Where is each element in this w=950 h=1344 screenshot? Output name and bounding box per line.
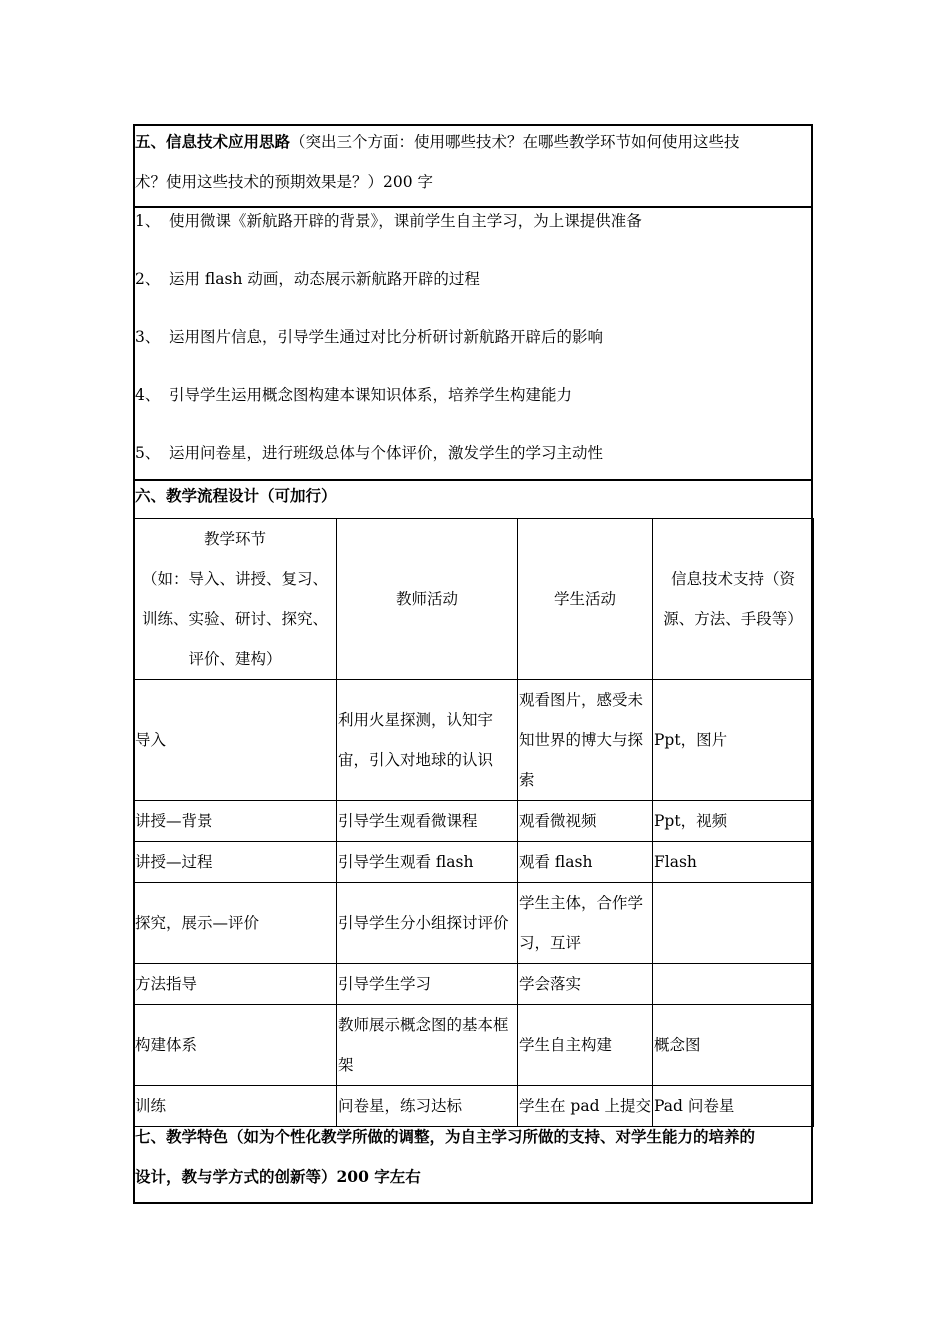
cell-student: 学会落实: [518, 964, 653, 1005]
cell-teacher: 利用火星探测，认知宇宙，引入对地球的认识: [337, 680, 518, 801]
table-row: [134, 680, 814, 801]
table-row: [134, 1005, 814, 1086]
list-item: 1、 使用微课《新航路开辟的背景》，课前学生自主学习，为上课提供准备: [135, 212, 642, 230]
cell-tech: Ppt，图片: [653, 680, 814, 801]
cell-stage: 方法指导: [134, 964, 337, 1005]
list-item: 5、 运用问卷星，进行班级总体与个体评价，激发学生的学习主动性: [135, 444, 604, 462]
list-item: 2、 运用 flash 动画，动态展示新航路开辟的过程: [135, 270, 480, 288]
cell-tech: Flash: [653, 842, 814, 883]
cell-student: 学生自主构建: [518, 1005, 653, 1086]
section5-heading-rest: （突出三个方面：使用哪些技术？在哪些教学环节如何使用这些技: [290, 133, 740, 151]
table-row: [134, 801, 814, 842]
section5-heading-bold: 五、信息技术应用思路: [135, 132, 291, 151]
cell-stage: 构建体系: [134, 1005, 337, 1086]
cell-student: 观看微视频: [518, 801, 653, 842]
cell-tech: Pad 问卷星: [653, 1086, 814, 1127]
cell-student: 学生主体，合作学习，互评: [518, 883, 653, 964]
cell-teacher: 问卷星，练习达标: [337, 1086, 518, 1127]
cell-teacher: 引导学生分小组探讨评价: [337, 883, 518, 964]
list-item: 4、 引导学生运用概念图构建本课知识体系，培养学生构建能力: [135, 386, 573, 404]
cell-stage: 训练: [134, 1086, 337, 1127]
cell-student: 观看图片，感受未知世界的博大与探索: [518, 680, 653, 801]
cell-tech: 概念图: [653, 1005, 814, 1086]
cell-student: 观看 flash: [518, 842, 653, 883]
cell-teacher: 引导学生观看 flash: [337, 842, 518, 883]
cell-stage: 讲授—过程: [134, 842, 337, 883]
section6-heading: 六、教学流程设计（可加行）: [135, 486, 337, 505]
cell-stage: 讲授—背景: [134, 801, 337, 842]
cell-stage: 导入: [134, 680, 337, 801]
cell-teacher: 引导学生观看微课程: [337, 801, 518, 842]
divider: [133, 206, 813, 208]
header-teacher: 教师活动: [337, 519, 518, 680]
cell-tech: [653, 883, 814, 964]
cell-tech: [653, 964, 814, 1005]
header-tech: 信息技术支持（资 源、方法、手段等）: [653, 519, 814, 680]
header-student: 学生活动: [518, 519, 653, 680]
header-stage: 教学环节 （如：导入、讲授、复习、 训练、实验、研讨、探究、 评价、建构）: [134, 519, 337, 680]
section7-heading-line2: 设计，教与学方式的创新等）200 字左右: [135, 1167, 421, 1186]
section5-heading: [133, 122, 813, 162]
section5-heading-line2: 术？使用这些技术的预期效果是？）200 字: [135, 173, 434, 191]
cell-stage: 探究，展示—评价: [134, 883, 337, 964]
cell-student: 学生在 pad 上提交: [518, 1086, 653, 1127]
table-row: [134, 842, 814, 883]
table-row: [134, 883, 814, 964]
cell-tech: Ppt，视频: [653, 801, 814, 842]
section7-heading: 七、教学特色（如为个性化教学所做的调整，为自主学习所做的支持、对学生能力的培养的: [135, 1127, 756, 1146]
teaching-flow-table: [133, 518, 814, 1127]
list-item: 3、 运用图片信息，引导学生通过对比分析研讨新航路开辟后的影响: [135, 328, 604, 346]
table-row: [134, 964, 814, 1005]
cell-teacher: 教师展示概念图的基本框架: [337, 1005, 518, 1086]
table-header-row: [134, 519, 814, 680]
cell-teacher: 引导学生学习: [337, 964, 518, 1005]
